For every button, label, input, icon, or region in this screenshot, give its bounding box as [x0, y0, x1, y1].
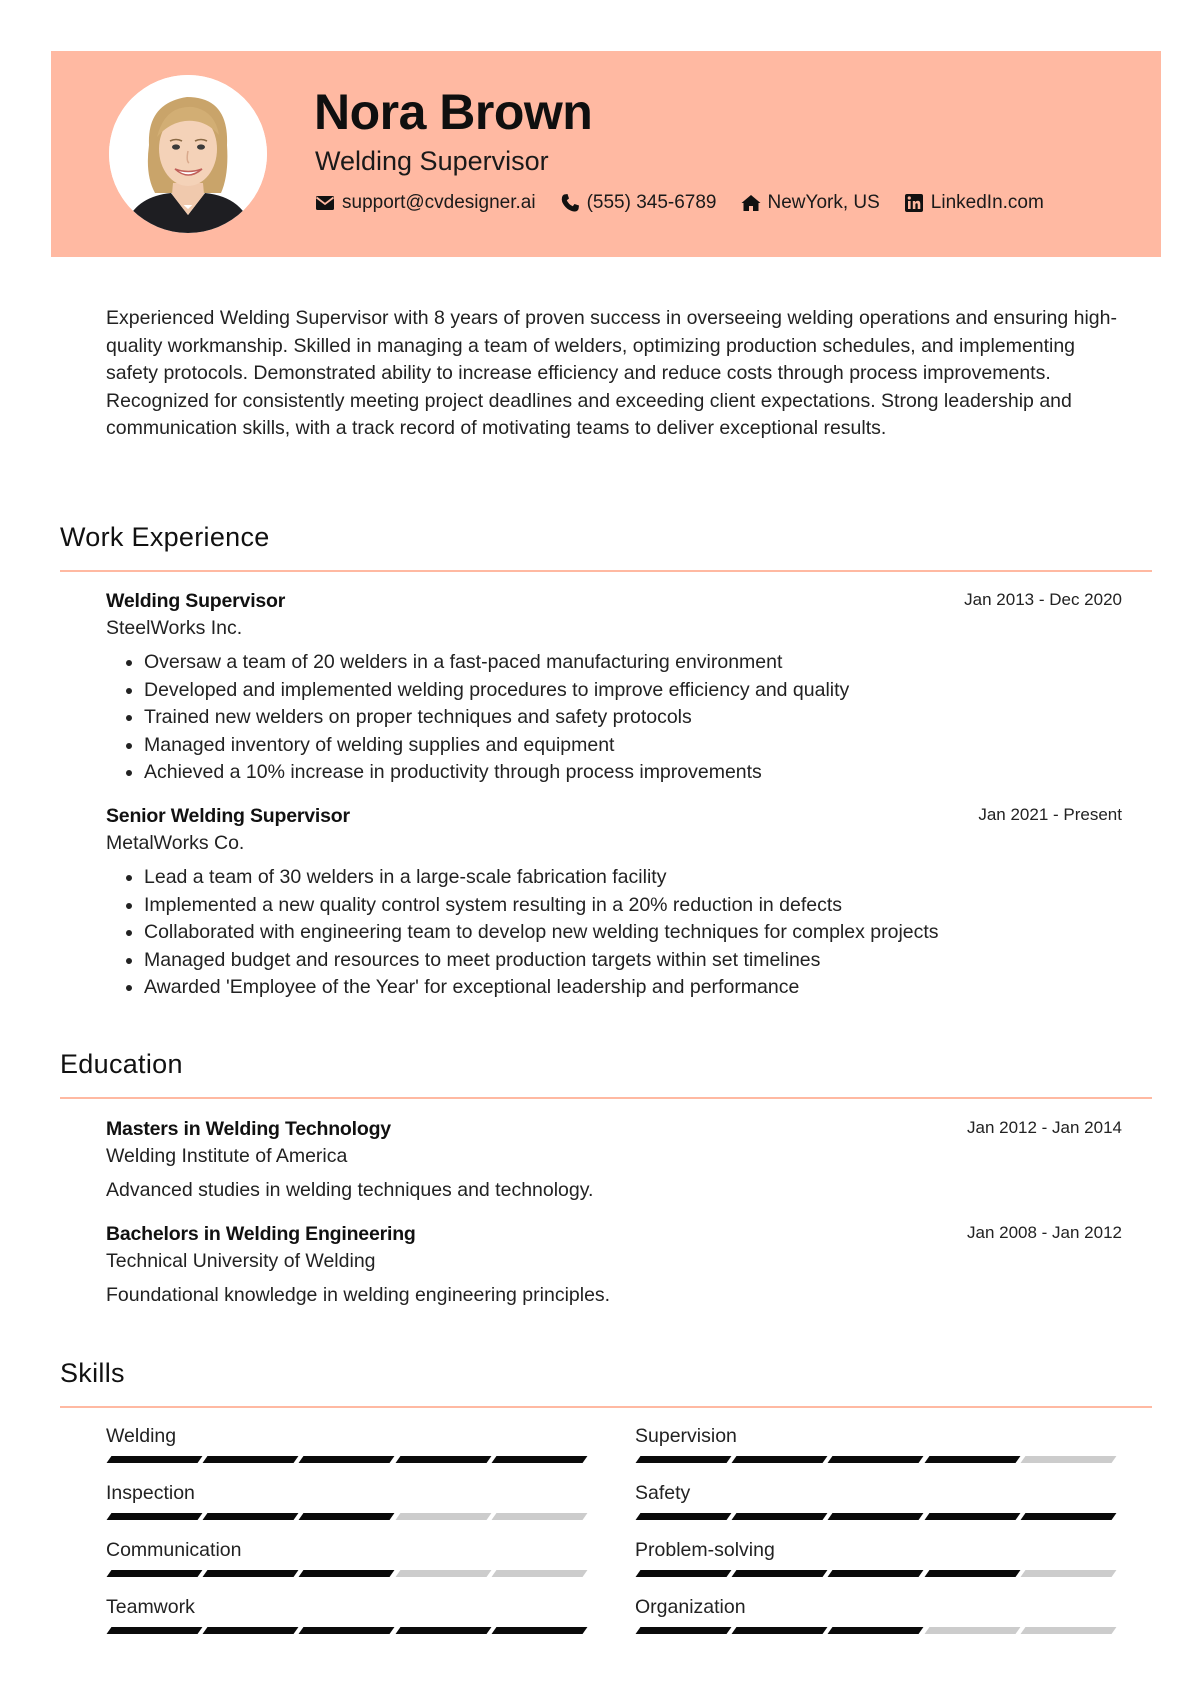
- linkedin-icon: [904, 193, 924, 213]
- job-dates: Jan 2013 - Dec 2020: [964, 590, 1122, 609]
- skill-segment-filled: [491, 1627, 587, 1634]
- skill-segment-filled: [203, 1513, 299, 1520]
- skill-segment-filled: [924, 1456, 1020, 1463]
- job-entry: [106, 803, 1122, 1002]
- section-divider: [60, 1097, 1152, 1099]
- degree-title: Masters in Welding Technology: [106, 1118, 391, 1140]
- skill-segment-filled: [107, 1456, 203, 1463]
- skill-segment-empty: [395, 1570, 491, 1577]
- skill-segment-empty: [491, 1570, 587, 1577]
- skill-item: [106, 1537, 590, 1577]
- skill-name: Communication: [106, 1539, 242, 1561]
- skill-segment-filled: [732, 1627, 828, 1634]
- job-bullets: [106, 649, 1122, 787]
- skill-segment-empty: [924, 1627, 1020, 1634]
- skill-item: [635, 1480, 1119, 1520]
- skill-segment-filled: [828, 1570, 924, 1577]
- job-title: Welding Supervisor: [106, 590, 286, 612]
- skill-level-bar: [635, 1513, 1119, 1520]
- skill-segment-filled: [299, 1513, 395, 1520]
- skill-segment-filled: [203, 1627, 299, 1634]
- skill-item: [635, 1594, 1119, 1634]
- skill-item: [635, 1423, 1119, 1463]
- job-company: SteelWorks Inc.: [106, 617, 243, 639]
- skill-segment-filled: [828, 1627, 924, 1634]
- skill-level-bar: [106, 1570, 590, 1577]
- skill-segment-filled: [828, 1456, 924, 1463]
- section-divider: [60, 570, 1152, 572]
- skill-segment-filled: [1020, 1513, 1116, 1520]
- education-entry: [106, 1221, 1122, 1309]
- contact-email-text: support@cvdesigner.ai: [342, 192, 536, 213]
- candidate-title: Welding Supervisor: [315, 146, 549, 176]
- phone-icon: [560, 193, 580, 213]
- section-title-skills: Skills: [60, 1358, 125, 1388]
- skill-segment-filled: [299, 1627, 395, 1634]
- skill-level-bar: [635, 1570, 1119, 1577]
- section-title-education: Education: [60, 1049, 183, 1079]
- skill-item: [106, 1423, 590, 1463]
- profile-photo: [109, 75, 267, 233]
- skill-level-bar: [106, 1456, 590, 1463]
- skill-name: Supervision: [635, 1425, 737, 1447]
- contact-location-text: NewYork, US: [767, 192, 880, 213]
- candidate-name: Nora Brown: [314, 84, 593, 140]
- list-item: • Achieved a 10% increase in productivity through process improvements: [144, 759, 1122, 787]
- contact-linkedin[interactable]: [904, 192, 1044, 214]
- skill-segment-filled: [299, 1456, 395, 1463]
- list-item: • Trained new welders on proper techniques and safety protocols: [144, 704, 1122, 732]
- list-item: • Developed and implemented welding procedures to improve efficiency and quality: [144, 677, 1122, 705]
- skill-segment-empty: [395, 1513, 491, 1520]
- skill-segment-filled: [107, 1513, 203, 1520]
- contact-location: [741, 192, 880, 214]
- skill-segment-filled: [203, 1456, 299, 1463]
- contact-phone[interactable]: [560, 192, 717, 214]
- skill-segment-filled: [636, 1627, 732, 1634]
- skill-level-bar: [635, 1627, 1119, 1634]
- skill-level-bar: [106, 1513, 590, 1520]
- skill-segment-filled: [924, 1570, 1020, 1577]
- skill-segment-filled: [636, 1456, 732, 1463]
- job-bullets: [106, 864, 1122, 1002]
- skill-segment-filled: [107, 1627, 203, 1634]
- job-dates: Jan 2021 - Present: [978, 805, 1122, 824]
- school-name: Technical University of Welding: [106, 1250, 376, 1272]
- skill-name: Inspection: [106, 1482, 195, 1504]
- skill-name: Teamwork: [106, 1596, 195, 1618]
- header-banner: [51, 51, 1161, 257]
- skill-segment-filled: [732, 1570, 828, 1577]
- skill-name: Welding: [106, 1425, 177, 1447]
- list-item: • Lead a team of 30 welders in a large-scale fabrication facility: [144, 864, 1122, 892]
- degree-title: Bachelors in Welding Engineering: [106, 1223, 416, 1245]
- list-item: • Implemented a new quality control system resulting in a 20% reduction in defects: [144, 892, 1122, 920]
- list-item: • Managed inventory of welding supplies and equipment: [144, 732, 1122, 760]
- skill-segment-filled: [395, 1627, 491, 1634]
- skill-segment-filled: [107, 1570, 203, 1577]
- job-title: Senior Welding Supervisor: [106, 805, 350, 827]
- skill-segment-filled: [636, 1513, 732, 1520]
- skill-level-bar: [106, 1627, 590, 1634]
- skill-segment-filled: [491, 1456, 587, 1463]
- section-divider: [60, 1406, 1152, 1408]
- skill-item: [106, 1480, 590, 1520]
- skill-level-bar: [635, 1456, 1119, 1463]
- home-icon: [741, 193, 761, 213]
- list-item: • Oversaw a team of 20 welders in a fast-paced manufacturing environment: [144, 649, 1122, 677]
- education-description: Advanced studies in welding techniques and technology.: [106, 1179, 594, 1201]
- skill-name: Problem-solving: [635, 1539, 775, 1561]
- skill-segment-filled: [732, 1513, 828, 1520]
- skill-segment-empty: [491, 1513, 587, 1520]
- education-description: Foundational knowledge in welding engineering principles.: [106, 1284, 611, 1306]
- education-dates: Jan 2008 - Jan 2012: [966, 1223, 1122, 1242]
- education-entry: [106, 1116, 1122, 1204]
- skill-segment-filled: [636, 1570, 732, 1577]
- contact-email[interactable]: [315, 192, 536, 214]
- skill-segment-filled: [828, 1513, 924, 1520]
- skill-segment-filled: [203, 1570, 299, 1577]
- skill-name: Safety: [635, 1482, 691, 1504]
- skill-item: [635, 1537, 1119, 1577]
- envelope-icon: [315, 193, 335, 213]
- section-title-work: Work Experience: [60, 522, 270, 552]
- skill-segment-filled: [924, 1513, 1020, 1520]
- skill-segment-empty: [1020, 1456, 1116, 1463]
- list-item: • Awarded 'Employee of the Year' for exceptional leadership and performance: [144, 974, 1122, 1002]
- job-company: MetalWorks Co.: [106, 832, 245, 854]
- skill-segment-filled: [395, 1456, 491, 1463]
- contact-row: [315, 192, 1068, 214]
- list-item: • Managed budget and resources to meet production targets within set timelines: [144, 947, 1122, 975]
- skill-segment-filled: [732, 1456, 828, 1463]
- school-name: Welding Institute of America: [106, 1145, 348, 1167]
- profile-summary: Experienced Welding Supervisor with 8 years of proven success in overseeing welding operations and ensuring high-quality workmanship. Skilled in managing a team of welders, optimizing production schedules, and implementing safety protocols. Demonstrated ability to increase efficiency and reduce costs through process improvements. Recognized for consistently meeting project deadlines and exceeding client expectations. Strong leadership and communication skills, with a track record of motivating teams to deliver exceptional results.: [106, 307, 1117, 439]
- skill-segment-empty: [1020, 1570, 1116, 1577]
- contact-linkedin-text: LinkedIn.com: [930, 192, 1044, 213]
- avatar: [109, 75, 267, 233]
- education-dates: Jan 2012 - Jan 2014: [966, 1118, 1122, 1137]
- contact-phone-text: (555) 345-6789: [586, 192, 717, 213]
- skill-segment-filled: [299, 1570, 395, 1577]
- job-entry: [106, 588, 1122, 787]
- skill-name: Organization: [635, 1596, 746, 1618]
- skill-segment-empty: [1020, 1627, 1116, 1634]
- list-item: • Collaborated with engineering team to develop new welding techniques for complex projects: [144, 919, 1122, 947]
- skill-item: [106, 1594, 590, 1634]
